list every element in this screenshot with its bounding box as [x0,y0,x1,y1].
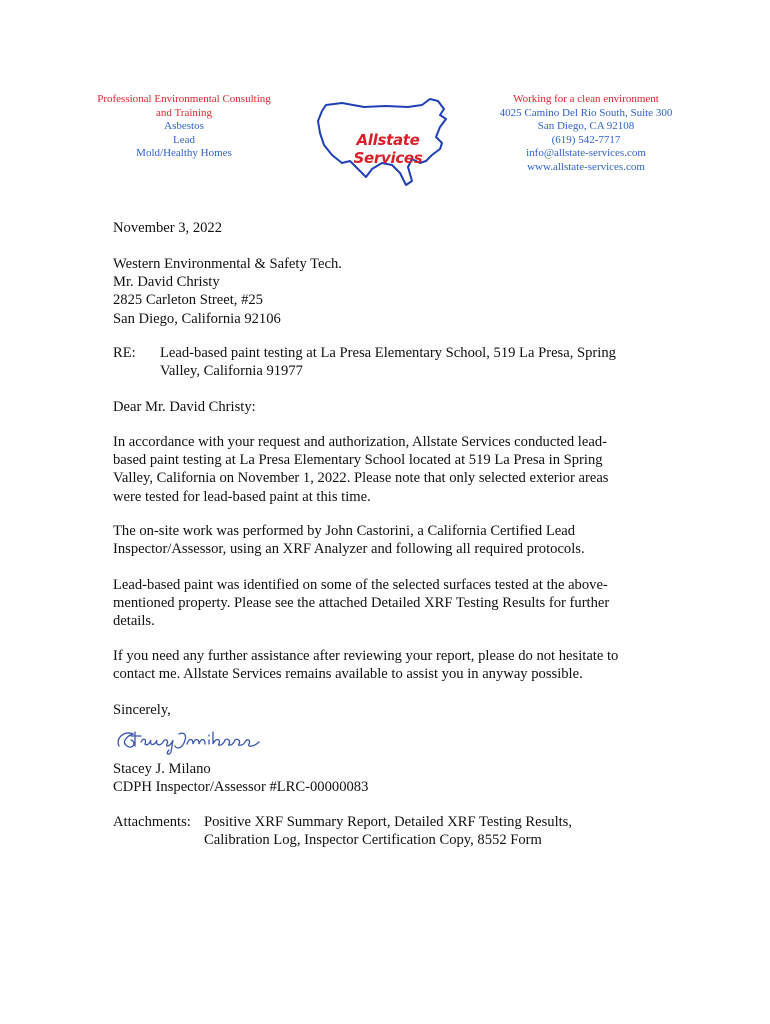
letter-date: November 3, 2022 [113,220,223,236]
header-phone: (619) 542-7717 [551,133,621,146]
attachments-line: Calibration Log, Inspector Certification Copy, 8552 Form [204,832,542,849]
paragraph-3 [113,576,643,631]
header-left-line: Mold/Healthy Homes [136,147,232,159]
signature-image [113,724,278,758]
header-tagline: Working for a clean environment [513,93,659,105]
header-right-contact [488,93,684,174]
recipient-company: Western Environmental & Safety Tech. [113,256,342,272]
header-website-link[interactable]: www.allstate-services.com [527,160,645,173]
signer-name: Stacey J. Milano [113,761,211,777]
paragraph-line: details. [113,613,155,630]
paragraph-line: based paint testing at La Presa Elementary School located at 519 La Presa in Spring [113,452,603,469]
re-label: RE: [113,345,136,361]
closing: Sincerely, [113,702,171,718]
paragraph-line: Valley, California on November 1, 2022. Please note that only selected exterior areas [113,470,609,487]
recipient-address [113,255,643,328]
re-subject-line: Lead-based paint testing at La Presa Elementary School, 519 La Presa, Spring [160,345,616,361]
paragraph-line: The on-site work was performed by John Castorini, a California Certified Lead [113,523,576,539]
paragraph-2 [113,522,643,558]
recipient-city: San Diego, California 92106 [113,310,281,327]
attachments-list [204,813,572,849]
handwritten-signature [113,724,278,758]
company-logo [312,93,460,189]
recipient-name: Mr. David Christy [113,274,220,291]
paragraph-line: mentioned property. Please see the attached Detailed XRF Testing Results for further [113,595,610,612]
paragraph-line: If you need any further assistance after reviewing your report, please do not hesitate to [113,648,619,664]
attachments-line: Positive XRF Summary Report, Detailed XRF Testing Results, [204,814,573,830]
paragraph-4 [113,647,643,683]
attachments-label: Attachments: [113,814,191,830]
recipient-street: 2825 Carleton Street, #25 [113,292,263,309]
re-subject-line: Valley, California 91977 [160,363,303,380]
header-left-services [84,93,284,161]
logo-text: Allstate Services [353,131,423,167]
paragraph-1 [113,433,643,506]
header-left-line: Professional Environmental Consulting [97,93,271,105]
header-left-line: Asbestos [164,120,204,132]
header-address-line: 4025 Camino Del Rio South, Suite 300 [499,106,673,119]
header-left-line: Lead [173,133,195,146]
paragraph-line: Lead-based paint was identified on some of the selected surfaces tested at the above- [113,577,608,593]
header-left-line: and Training [156,106,212,119]
header-address-line: San Diego, CA 92108 [537,120,635,132]
re-subject [160,344,640,380]
paragraph-line: were tested for lead-based paint at this time. [113,488,371,505]
header-email-link[interactable]: info@allstate-services.com [526,147,646,159]
paragraph-line: Inspector/Assessor, using an XRF Analyzer and following all required protocols. [113,541,585,558]
salutation: Dear Mr. David Christy: [113,399,256,415]
signer-block [113,760,643,796]
paragraph-line: In accordance with your request and authorization, Allstate Services conducted lead- [113,434,607,450]
paragraph-line: contact me. Allstate Services remains available to assist you in anyway possible. [113,666,583,683]
signer-title: CDPH Inspector/Assessor #LRC-00000083 [113,779,369,796]
